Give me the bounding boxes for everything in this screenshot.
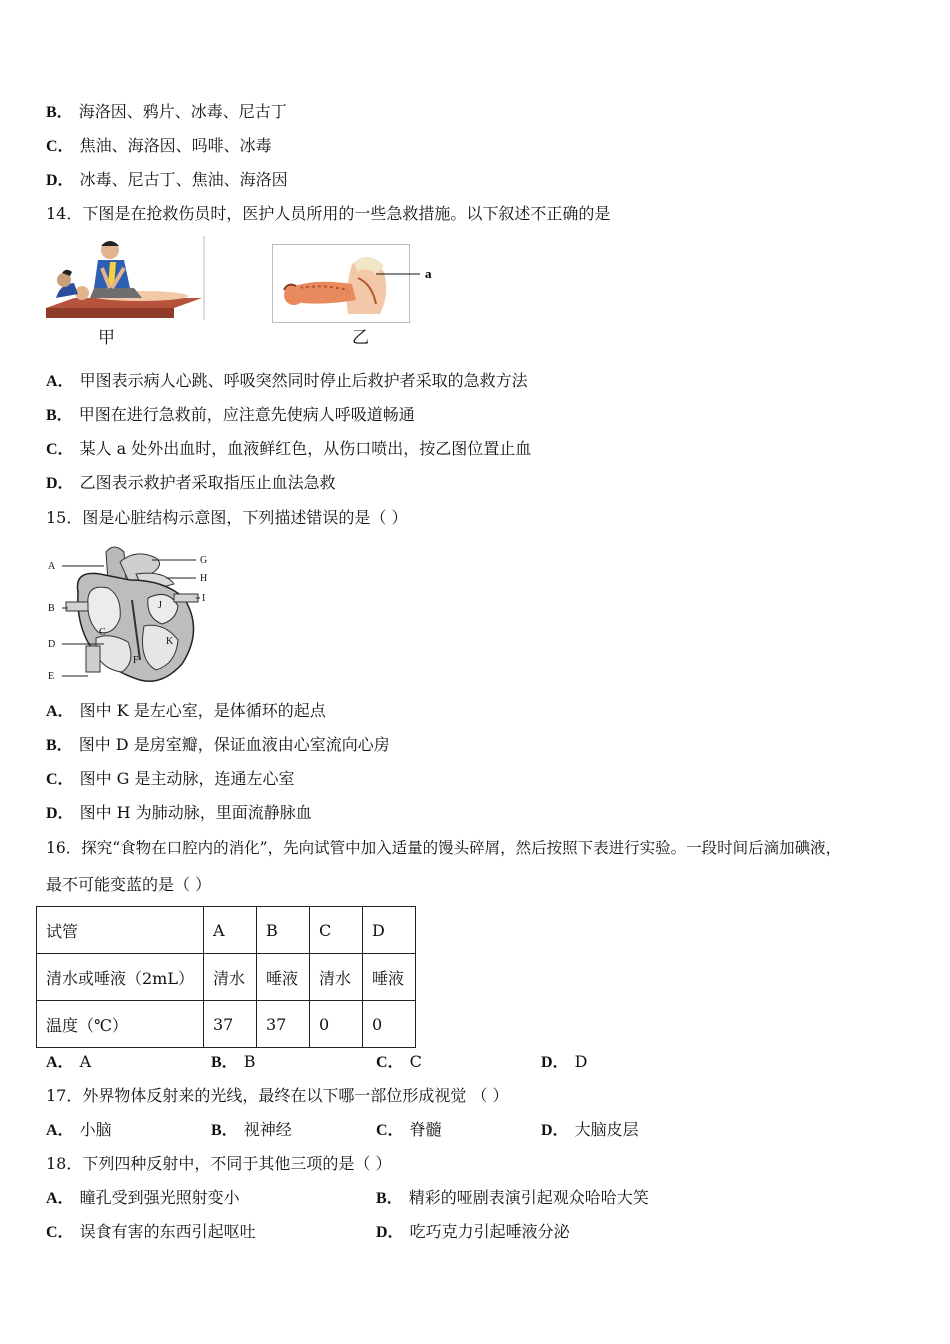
q13-option-b: B． 海洛因、鸦片、冰毒、尼古丁 <box>46 102 287 121</box>
heart-label-b: B <box>48 603 55 614</box>
q15-stem: 15．图是心脏结构示意图，下列描述错误的是（ ） <box>46 508 408 527</box>
table-cell: 0 <box>362 1001 415 1048</box>
label-a: a <box>425 266 432 281</box>
cpr-figure <box>44 236 206 322</box>
heart-label-a: A <box>48 561 56 572</box>
heart-label-j: J <box>158 600 162 611</box>
q18-option-a: A． 瞳孔受到强光照射变小 <box>46 1188 240 1207</box>
q18-option-c: C． 误食有害的东西引起呕吐 <box>46 1222 256 1241</box>
q13-option-d: D． 冰毒、尼古丁、焦油、海洛因 <box>46 170 288 189</box>
q16-option-d: D． D <box>541 1052 588 1071</box>
q18-stem: 18．下列四种反射中，不同于其他三项的是（ ） <box>46 1154 392 1173</box>
q16-stem-line1: 16．探究“食物在口腔内的消化”，先向试管中加入适量的馒头碎屑，然后按照下表进行实验。一段时间后滴加碘液， <box>46 839 842 857</box>
q17-option-d: D． 大脑皮层 <box>541 1120 639 1139</box>
q15-option-c: C． 图中 G 是主动脉，连通左心室 <box>46 769 295 788</box>
heart-label-g: G <box>200 555 208 566</box>
table-cell: 试管 <box>37 907 204 954</box>
heart-label-c: C <box>99 627 106 638</box>
arm-pressure-illustration <box>272 244 440 324</box>
table-cell: 唾液 <box>256 954 309 1001</box>
q17-stem: 17．外界物体反射来的光线，最终在以下哪一部位形成视觉 （ ） <box>46 1086 509 1105</box>
q18-option-b: B． 精彩的哑剧表演引起观众哈哈大笑 <box>376 1188 649 1207</box>
table-cell: A <box>203 907 256 954</box>
q14-option-c: C． 某人 a 处外出血时，血液鲜红色，从伤口喷出，按乙图位置止血 <box>46 439 532 458</box>
table-cell: 37 <box>256 1001 309 1048</box>
q15-option-d: D． 图中 H 为肺动脉，里面流静脉血 <box>46 803 312 822</box>
pressure-figure <box>272 244 440 324</box>
heart-label-h: H <box>200 573 208 584</box>
table-cell: 清水或唾液（2mL） <box>37 954 204 1001</box>
table-cell: D <box>362 907 415 954</box>
table-cell: 0 <box>309 1001 362 1048</box>
q17-option-a: A． 小脑 <box>46 1120 112 1139</box>
cpr-illustration <box>44 236 206 322</box>
q18-option-d: D． 吃巧克力引起唾液分泌 <box>376 1222 570 1241</box>
q15-option-b: B． 图中 D 是房室瓣，保证血液由心室流向心房 <box>46 735 390 754</box>
heart-label-k: K <box>166 636 174 647</box>
q14-stem: 14．下图是在抢救伤员时，医护人员所用的一些急救措施。以下叙述不正确的是 <box>46 204 611 223</box>
table-cell: C <box>309 907 362 954</box>
heart-label-e: E <box>48 671 55 682</box>
table-cell: 37 <box>203 1001 256 1048</box>
table-row <box>37 1001 416 1048</box>
q14-option-a: A． 甲图表示病人心跳、呼吸突然同时停止后救护者采取的急救方法 <box>46 371 528 390</box>
table-row <box>37 907 416 954</box>
q16-option-c: C． C <box>376 1052 422 1071</box>
q13-option-c: C． 焦油、海洛因、吗啡、冰毒 <box>46 136 272 155</box>
table-cell: 温度（℃） <box>37 1001 204 1048</box>
figure-jia-caption: 甲 <box>98 328 115 348</box>
q17-option-c: C． 脊髓 <box>376 1120 442 1139</box>
q14-option-d: D． 乙图表示救护者采取指压止血法急救 <box>46 473 336 492</box>
q16-stem-line2: 最不可能变蓝的是（ ） <box>46 875 212 894</box>
heart-figure <box>44 540 216 688</box>
table-cell: 清水 <box>203 954 256 1001</box>
table-cell: 清水 <box>309 954 362 1001</box>
table-cell: 唾液 <box>362 954 415 1001</box>
q15-option-a: A． 图中 K 是左心室，是体循环的起点 <box>46 701 326 720</box>
q17-option-b: B． 视神经 <box>211 1120 292 1139</box>
q14-option-b: B． 甲图在进行急救前，应注意先使病人呼吸道畅通 <box>46 405 415 424</box>
experiment-table <box>36 906 416 1048</box>
table-cell: B <box>256 907 309 954</box>
table-row <box>37 954 416 1001</box>
q16-option-b: B． B <box>211 1052 256 1071</box>
figure-yi-caption: 乙 <box>352 328 369 348</box>
heart-diagram <box>44 540 216 688</box>
heart-label-f: F <box>133 655 139 666</box>
heart-label-d: D <box>48 639 56 650</box>
q16-option-a: A． A <box>46 1052 92 1071</box>
heart-label-i: I <box>202 593 206 604</box>
